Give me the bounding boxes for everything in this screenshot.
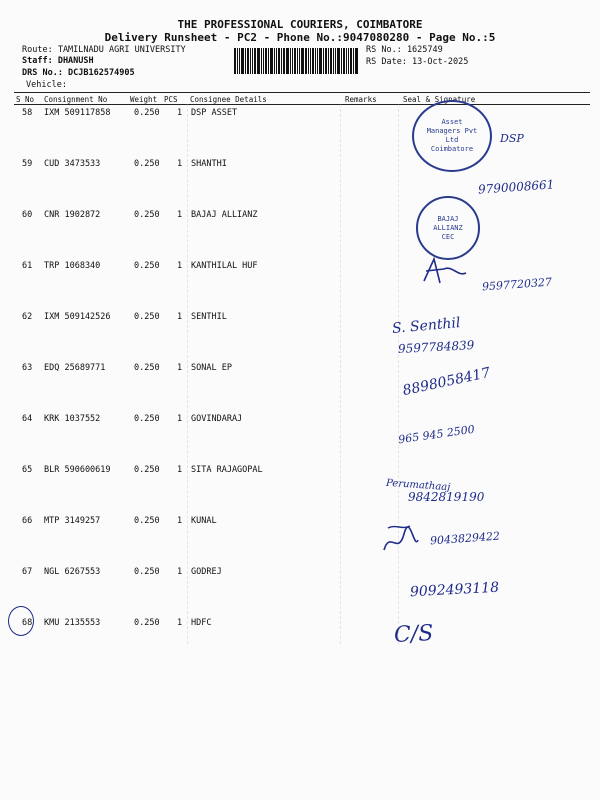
- barcode-bar: [323, 48, 324, 74]
- row-weight: 0.250: [134, 516, 160, 526]
- barcode-bar: [234, 48, 236, 74]
- col-weight: Weight: [130, 95, 158, 104]
- row-pcs: 1: [177, 312, 183, 322]
- row-consignee: SITA RAJAGOPAL: [191, 465, 263, 475]
- barcode-bar: [317, 48, 318, 74]
- barcode-bar: [281, 48, 282, 74]
- row-sno: 65: [22, 465, 33, 475]
- col-seal-signature: Seal & Signature: [403, 95, 476, 104]
- barcode: [234, 48, 362, 74]
- barcode-bar: [274, 48, 275, 74]
- barcode-bar: [294, 48, 296, 74]
- signature-scribble: [420, 255, 470, 291]
- barcode-bar: [355, 48, 358, 74]
- row-consignee: SONAL EP: [191, 363, 232, 373]
- barcode-bar: [310, 48, 311, 74]
- row-weight: 0.250: [134, 465, 160, 475]
- row-pcs: 1: [177, 516, 183, 526]
- row-consignee: SENTHIL: [191, 312, 227, 322]
- row-sno: 68: [22, 618, 33, 628]
- barcode-bar: [245, 48, 246, 74]
- barcode-bar: [335, 48, 336, 74]
- row-consignee: GOVINDARAJ: [191, 414, 243, 424]
- barcode-bar: [290, 48, 291, 74]
- row-pcs: 1: [177, 159, 183, 169]
- row-consignment-no: IXM 509142526: [44, 312, 111, 322]
- row-consignment-no: CUD 3473533: [44, 159, 101, 169]
- row-weight: 0.250: [134, 567, 160, 577]
- handwriting-phone-7: 9043829422: [429, 529, 501, 548]
- row-pcs: 1: [177, 363, 183, 373]
- barcode-bar: [237, 48, 238, 74]
- row-pcs: 1: [177, 618, 183, 628]
- row-weight: 0.250: [134, 159, 160, 169]
- rs-number: RS No.: 1625749: [366, 45, 443, 55]
- barcode-bar: [292, 48, 293, 74]
- row-weight: 0.250: [134, 312, 160, 322]
- row-consignment-no: CNR 1902872: [44, 210, 101, 220]
- barcode-bar: [350, 48, 352, 74]
- barcode-bar: [263, 48, 264, 74]
- handwriting-phone-4: 8898058417: [401, 364, 492, 400]
- row-sno: 61: [22, 261, 33, 271]
- barcode-bar: [328, 48, 329, 74]
- col-consignment: Consignment No: [44, 95, 108, 104]
- row-consignee: KANTHILAL HUF: [191, 261, 258, 271]
- bajaj-allianz-stamp: BAJAJ ALLIANZ CEC: [416, 196, 480, 260]
- handwriting-cs: C/S: [393, 620, 434, 649]
- handwriting-phone-2: 9597720327: [481, 275, 553, 294]
- row-weight: 0.250: [134, 414, 160, 424]
- circle-mark: [8, 606, 34, 636]
- barcode-bar: [265, 48, 267, 74]
- barcode-bar: [308, 48, 309, 74]
- handwriting-phone-3: 9597784839: [397, 338, 475, 356]
- row-weight: 0.250: [134, 261, 160, 271]
- handwriting-senthil: S. Senthil: [391, 315, 462, 337]
- row-weight: 0.250: [134, 618, 160, 628]
- barcode-bar: [250, 48, 251, 74]
- barcode-bar: [315, 48, 316, 74]
- barcode-bar: [312, 48, 314, 74]
- barcode-bar: [283, 48, 285, 74]
- row-consignment-no: KMU 2135553: [44, 618, 101, 628]
- col-sno: S No: [16, 95, 35, 104]
- barcode-bar: [341, 48, 342, 74]
- barcode-bar: [301, 48, 304, 74]
- barcode-bar: [247, 48, 249, 74]
- drs-info: DRS No.: DCJB162574905: [22, 68, 135, 78]
- header-rule-top: [14, 92, 590, 93]
- barcode-bar: [257, 48, 260, 74]
- handwriting-dsp: DSP: [500, 132, 524, 145]
- barcode-bar: [319, 48, 322, 74]
- row-consignment-no: MTP 3149257: [44, 516, 101, 526]
- row-sno: 67: [22, 567, 33, 577]
- col-remarks: Remarks: [345, 95, 377, 104]
- row-weight: 0.250: [134, 210, 160, 220]
- route-info: Route: TAMILNADU AGRI UNIVERSITY: [22, 45, 186, 55]
- barcode-bar: [297, 48, 298, 74]
- handwriting-phone-8: 9092493118: [409, 579, 500, 601]
- row-consignee: BAJAJ ALLIANZ: [191, 210, 258, 220]
- row-consignment-no: KRK 1037552: [44, 414, 101, 424]
- barcode-bar: [270, 48, 273, 74]
- row-sno: 64: [22, 414, 33, 424]
- row-consignment-no: EDQ 25689771: [44, 363, 106, 373]
- barcode-bar: [348, 48, 349, 74]
- row-sno: 66: [22, 516, 33, 526]
- grid-line: [187, 104, 188, 644]
- row-consignment-no: IXM 509117858: [44, 108, 111, 118]
- row-consignee: HDFC: [191, 618, 212, 628]
- handwriting-phone-1: 9790008661: [477, 177, 555, 197]
- row-pcs: 1: [177, 465, 183, 475]
- runsheet-subtitle: Delivery Runsheet - PC2 - Phone No.:9047080280 - Page No.:5: [104, 31, 496, 44]
- barcode-bar: [330, 48, 332, 74]
- handwriting-phone-6: 9842819190: [408, 490, 485, 504]
- barcode-bar: [343, 48, 345, 74]
- row-consignee: DSP ASSET: [191, 108, 238, 118]
- barcode-bar: [337, 48, 340, 74]
- staff-info: Staff: DHANUSH: [22, 56, 94, 66]
- row-weight: 0.250: [134, 363, 160, 373]
- row-sno: 62: [22, 312, 33, 322]
- row-sno: 60: [22, 210, 33, 220]
- barcode-bar: [325, 48, 327, 74]
- barcode-bar: [261, 48, 262, 74]
- barcode-bar: [254, 48, 256, 74]
- row-consignee: SHANTHI: [191, 159, 227, 169]
- row-weight: 0.250: [134, 108, 160, 118]
- vehicle-info: Vehicle:: [26, 80, 67, 90]
- row-consignment-no: TRP 1068340: [44, 261, 101, 271]
- signature-scribble: [380, 520, 420, 560]
- barcode-bar: [278, 48, 280, 74]
- asset-managers-stamp: Asset Managers Pvt Ltd Coimbatore: [412, 100, 492, 172]
- barcode-bar: [239, 48, 240, 74]
- row-pcs: 1: [177, 210, 183, 220]
- row-pcs: 1: [177, 108, 183, 118]
- col-consignee: Consignee Details: [190, 95, 267, 104]
- grid-line: [340, 104, 341, 644]
- barcode-bar: [286, 48, 289, 74]
- barcode-bar: [241, 48, 244, 74]
- row-sno: 58: [22, 108, 33, 118]
- barcode-bar: [305, 48, 307, 74]
- barcode-bar: [346, 48, 347, 74]
- grid-line: [398, 104, 399, 644]
- barcode-bar: [276, 48, 277, 74]
- company-title: THE PROFESSIONAL COURIERS, COIMBATORE: [177, 18, 423, 31]
- barcode-bar: [268, 48, 269, 74]
- row-consignment-no: NGL 6267553: [44, 567, 101, 577]
- barcode-bar: [252, 48, 253, 74]
- handwriting-perumal: Perumathaaj: [385, 477, 451, 494]
- rs-date: RS Date: 13-Oct-2025: [366, 57, 469, 67]
- row-sno: 63: [22, 363, 33, 373]
- barcode-bar: [353, 48, 354, 74]
- barcode-bar: [299, 48, 300, 74]
- row-pcs: 1: [177, 414, 183, 424]
- row-consignee: GODREJ: [191, 567, 222, 577]
- row-sno: 59: [22, 159, 33, 169]
- header-rule-bottom: [14, 104, 590, 105]
- row-consignee: KUNAL: [191, 516, 217, 526]
- row-consignment-no: BLR 590600619: [44, 465, 111, 475]
- barcode-bar: [333, 48, 334, 74]
- row-pcs: 1: [177, 567, 183, 577]
- handwriting-phone-5: 965 945 2500: [397, 422, 476, 447]
- row-pcs: 1: [177, 261, 183, 271]
- col-pcs: PCS: [164, 95, 178, 104]
